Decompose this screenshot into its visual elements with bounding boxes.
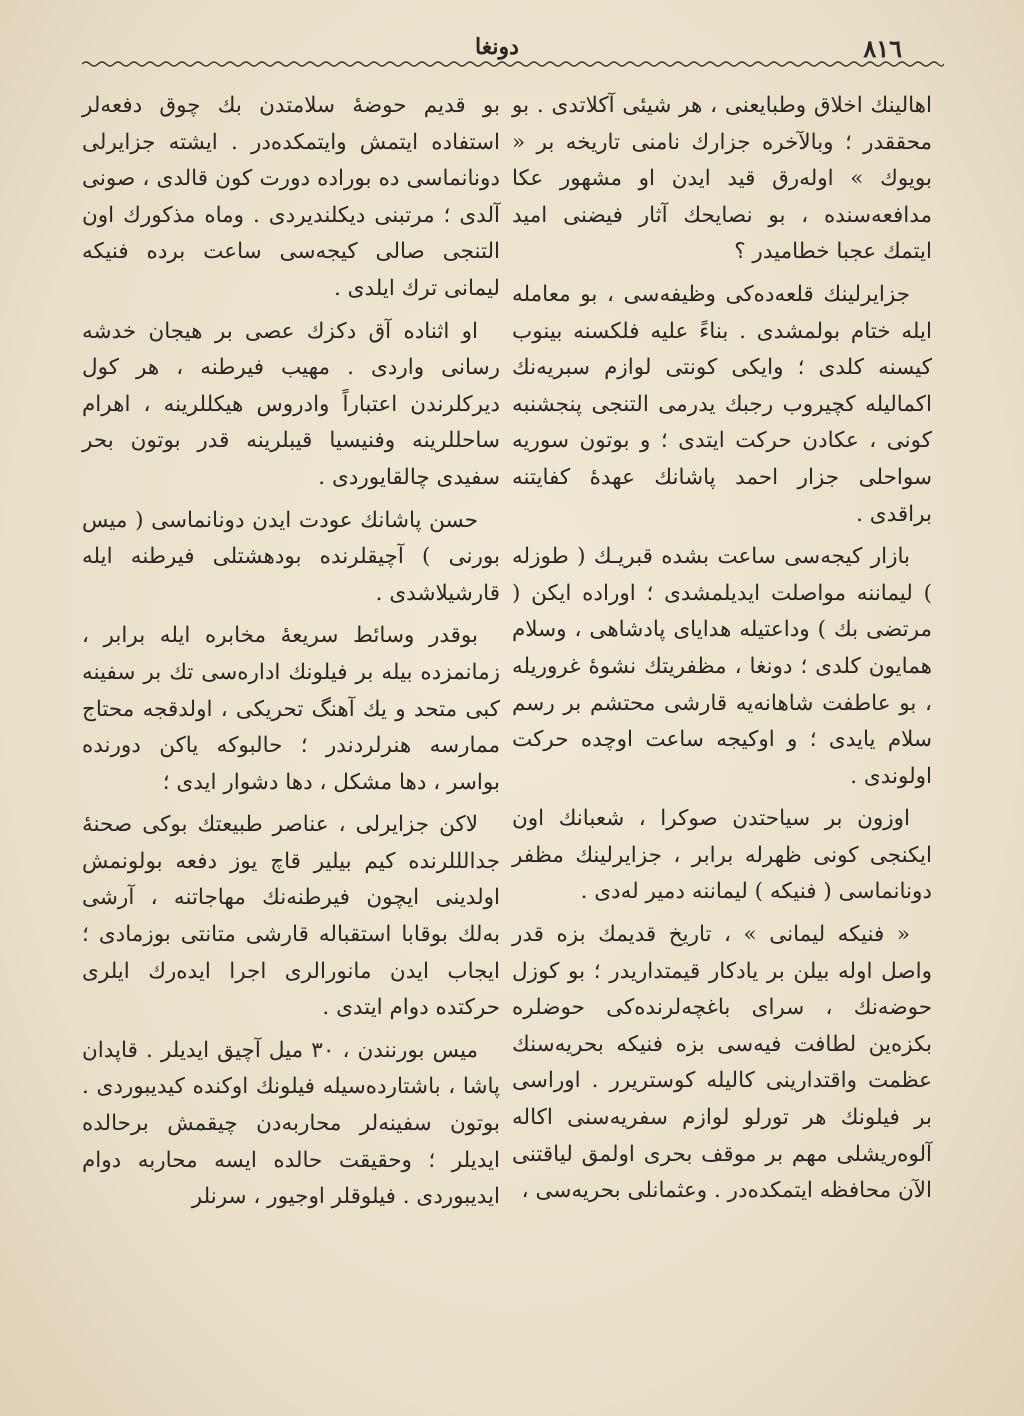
paragraph: ميس بورنندن ، ٣٠ ميل آچيق ايديلر . قاپدان پاشا ، باشتاردەسيله فيلونك اوكنده كيديبوردى . بوتون سفينەلر محاربەدن چيقمش برحالده ايديلر ؛ وحقيقت حالده ايسه محاربه دوام ايديبوردى . فيلوقلر اوجيور ، سرنلر (82, 1037, 500, 1210)
paragraph: بو قديم حوضۀ سلامتدن بك چوق دفعەلر استفاده ايتمش وايتمكدەدر . ايشته جزايرلى دونانماسى ده بوراده دورت كون قالدى ، صونى آلدى ؛ مرتبنى ديكلنديردى . وماه مذكورك اون التنجى صالى كيجەسى ساعت برده فنيكه ليمانى ترك ايلدى . (82, 93, 500, 301)
page-number: ٨١٦ (863, 34, 902, 63)
paragraph: بازار كيجەسى ساعت بشده قبريـك ( طوزله ) ليماننه مواصلت ايديلمشدى ؛ اوراده ايكن ( مرتضى بك ) وداعتيله هداياى پادشاهى ، وسلام همايون كلدى ؛ دونغا ، مظفريتك نشوۀ غروريله ، بو عاطفت شاهانەيه قارشى محتشم بر رسم سلام يايدى ؛ و اوكيجه ساعت اوچده حركت اولوندى . (512, 544, 932, 789)
paragraph: جزايرلينك قلعەدەكى وظيفەسى ، بو معامله ايله ختام بولمشدى . بناءً عليه فلكسنه بينوب كيسنه كلدى ؛ وايكى كونتى لوازم سبريەنك اكماليله كچيروب رجبك يدرمى التنجى پنجشنبه كونى ، عكادن حركت ايتدى ؛ و بوتون سوريه سواحلى جزار احمد پاشانك عهدۀ كفايتنه براقدى . (512, 281, 932, 527)
left-column (82, 88, 500, 1222)
paragraph: حسن پاشانك عودت ايدن دونانماسى ( ميس بورنى ) آچيقلرنده بودهشتلى فيرطنه ايله قارشيلاشدى . (82, 507, 500, 606)
running-title: دونغا (475, 34, 519, 60)
right-column (512, 88, 932, 1216)
paragraph: لاكن جزايرلى ، عناصر طبيعتك بوكى صحنۀ جدالللرنده كيم بيلير قاچ يوز دفعه بولونمش اولدينى ايچون فيرطنەنك مهاجاتنه ، آرشى بەلك بوقابا استقباله قارشى متانتى بوزمادى ؛ ايجاب ايدن مانورالرى اجرا ايدەرك ايلرى حركتده دوام ايتدى . (82, 812, 500, 1021)
paragraph: « فنيكه ليمانى » ، تاريخ قديمك بزه قدر واصل اوله بيلن بر يادكار قيمتداريدر ؛ بو كوزل حوضەنك ، سراى باغچەلرندەكى حوضلره بكزەين لطافت فيەسى بزه فنيكه بحريەسنك عظمت واقتدارينى كاليله كوستريرر . اوراسى بر فيلونك هر تورلو لوازم سفريەسنى اكاله آلوەريشلى مهم بر موقف بحرى اولمق لياقتنى الآن محافظه ايتمكدەدر . وعثمانلى بحريەسى ، (512, 922, 932, 1204)
paragraph: او اثناده آق دكزك عصى بر هيجان خدشه رسانى واردى . مهيب فيرطنه ، هر كول ديركلرندن اعتباراً وادروس هيكللرينه ، اهرام ساحللرينه وفنيسيا قيبلرينه قدر بوتون بحر سفيدى چالقايوردى . (82, 318, 500, 490)
paragraph: اهالينك اخلاق وطبايعنى ، هر شيئى آكلاتدى . بو محققدر ؛ وبالآخره جزارك نامنى تاريخه بر « بويوك » اولەرق قيد ايدن او مشهور عكا مدافعەسندە ، بو نصايحك آثار فيضنى اميد ايتمك عجبا خطاميدر ؟ (512, 93, 932, 265)
paragraph: بوقدر وسائط سريعۀ مخابره ايله برابر ، زمانمزده بيله بر فيلونك ادارەسى تك بر سفينه كبى متحد و يك آهنگ تحريكى ، اولدقجه محتاج ممارسه هنرلردندر ؛ حالبوكه ياكن دورنده بواسر ، دها مشكل ، دها دشوار ايدى ؛ (82, 623, 500, 795)
header-wavy-rule (82, 60, 944, 68)
paragraph: اوزون بر سياحتدن صوكرا ، شعبانك اون ايكنجى كونى ظهرله برابر ، جزايرلينك مظفر دونانماسى ( فنيكه ) ليماننه دمير لەدى . (512, 806, 932, 905)
page-header (80, 34, 950, 74)
